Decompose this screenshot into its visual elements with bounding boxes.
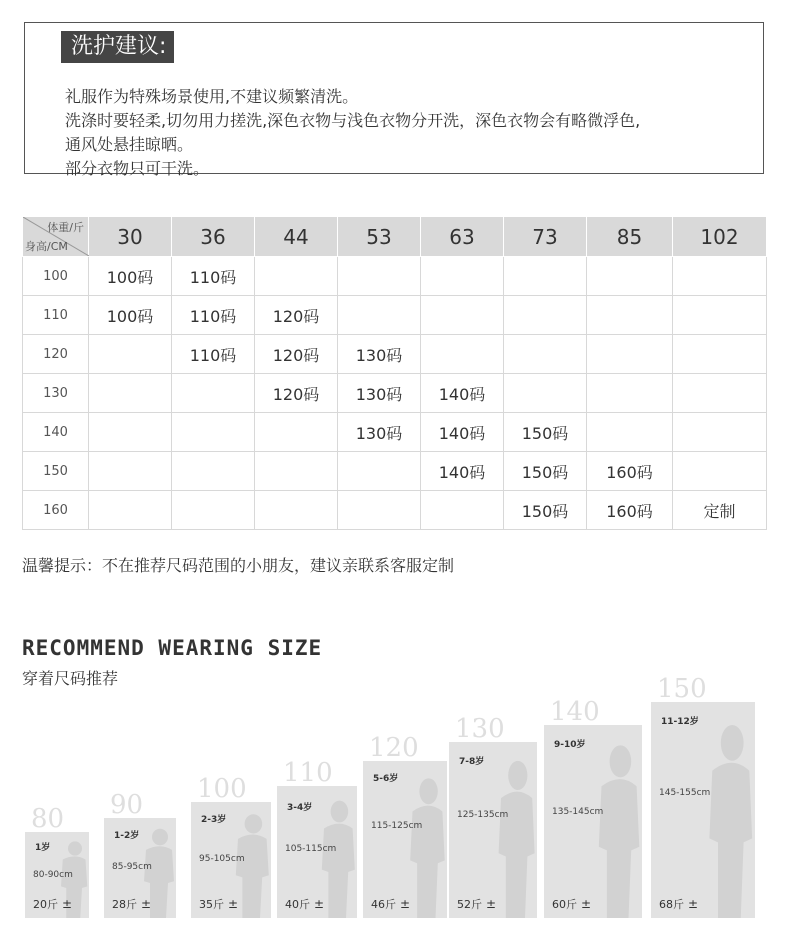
size-cell (587, 374, 673, 413)
height-range-label: 80-90cm (33, 870, 73, 880)
size-cell: 120码 (255, 296, 338, 335)
weight-header: 53 (338, 217, 421, 257)
height-cell: 120 (23, 335, 89, 374)
size-cell (673, 374, 767, 413)
size-number: 90 (110, 790, 144, 820)
plus-minus-sign: ± (688, 897, 699, 911)
size-cell (673, 296, 767, 335)
size-cell: 130码 (338, 335, 421, 374)
weight-value: 35斤 (199, 898, 224, 911)
size-chart (0, 640, 790, 940)
size-cell (673, 335, 767, 374)
height-cell: 160 (23, 491, 89, 530)
size-cell (255, 257, 338, 296)
height-range-label: 135-145cm (552, 807, 604, 817)
weight-header: 36 (172, 217, 255, 257)
care-line: 洗涤时要轻柔,切勿用力搓洗,深色衣物与浅色衣物分开洗，深色衣物会有略微浮色, (65, 111, 641, 130)
weight-label (552, 896, 591, 912)
plus-minus-sign: ± (400, 897, 411, 911)
size-cell: 120码 (255, 374, 338, 413)
size-cell: 110码 (172, 296, 255, 335)
size-card (363, 733, 447, 918)
corner-height-label: 身高/CM (25, 240, 68, 253)
size-cell (255, 491, 338, 530)
height-cell: 100 (23, 257, 89, 296)
size-cell (89, 413, 172, 452)
size-cell (338, 296, 421, 335)
child-silhouette-icon (489, 756, 537, 918)
table-row (23, 413, 767, 452)
size-cell (89, 335, 172, 374)
care-line: 通风处悬挂晾晒。 (65, 135, 194, 154)
size-number: 120 (369, 733, 419, 763)
recommend-title: RECOMMEND WEARING SIZE (22, 636, 323, 660)
weight-label (457, 896, 496, 912)
size-cell: 110码 (172, 257, 255, 296)
size-cell (338, 452, 421, 491)
height-cell: 150 (23, 452, 89, 491)
table-header-row (23, 217, 767, 257)
plus-minus-sign: ± (486, 897, 497, 911)
weight-label (33, 896, 72, 912)
size-cell (172, 413, 255, 452)
size-card (449, 714, 537, 918)
weight-value: 52斤 (457, 898, 482, 911)
size-cell (338, 257, 421, 296)
plus-minus-sign: ± (141, 897, 152, 911)
age-label: 2-3岁 (201, 815, 227, 825)
size-cell (89, 374, 172, 413)
care-title: 洗护建议: (61, 31, 174, 63)
table-row (23, 491, 767, 530)
size-card (191, 774, 271, 918)
height-range-label: 125-135cm (457, 810, 509, 820)
size-cell (338, 491, 421, 530)
size-cell: 160码 (587, 452, 673, 491)
size-cell (504, 335, 587, 374)
size-cell (587, 296, 673, 335)
size-number: 80 (31, 804, 65, 834)
plus-minus-sign: ± (228, 897, 239, 911)
size-cell: 定制 (673, 491, 767, 530)
size-cell (504, 257, 587, 296)
size-number: 140 (550, 697, 600, 727)
table-row (23, 257, 767, 296)
table-body (23, 257, 767, 530)
care-advice-box (24, 22, 764, 178)
size-cell: 130码 (338, 374, 421, 413)
size-cell: 140码 (421, 452, 504, 491)
size-cell: 160码 (587, 491, 673, 530)
size-cell (421, 296, 504, 335)
plus-minus-sign: ± (314, 897, 325, 911)
size-number: 150 (657, 674, 707, 704)
table-row (23, 452, 767, 491)
size-cell (587, 413, 673, 452)
table-row (23, 374, 767, 413)
plus-minus-sign: ± (62, 897, 73, 911)
weight-value: 40斤 (285, 898, 310, 911)
size-cell (89, 452, 172, 491)
size-cell (172, 374, 255, 413)
height-range-label: 95-105cm (199, 854, 245, 864)
age-label: 5-6岁 (373, 774, 399, 784)
recommend-subtitle: 穿着尺码推荐 (22, 669, 119, 688)
height-cell: 130 (23, 374, 89, 413)
size-cell (172, 491, 255, 530)
size-cell: 100码 (89, 257, 172, 296)
weight-value: 68斤 (659, 898, 684, 911)
weight-value: 46斤 (371, 898, 396, 911)
weight-header: 30 (89, 217, 172, 257)
size-cell: 150码 (504, 491, 587, 530)
weight-label (659, 896, 698, 912)
age-label: 3-4岁 (287, 803, 313, 813)
size-cell (673, 413, 767, 452)
care-text (65, 85, 640, 181)
weight-label (112, 896, 151, 912)
size-cell: 100码 (89, 296, 172, 335)
size-cell: 120码 (255, 335, 338, 374)
age-label: 1岁 (35, 843, 51, 853)
age-label: 9-10岁 (554, 740, 586, 750)
height-range-label: 145-155cm (659, 788, 711, 798)
care-line: 部分衣物只可干洗。 (65, 159, 210, 178)
size-cell (172, 452, 255, 491)
size-cell: 150码 (504, 452, 587, 491)
size-card (104, 790, 176, 918)
weight-label (371, 896, 410, 912)
age-label: 1-2岁 (114, 831, 140, 841)
size-cell (255, 452, 338, 491)
size-card (544, 697, 642, 918)
weight-value: 20斤 (33, 898, 58, 911)
size-cell (673, 452, 767, 491)
child-silhouette-icon (588, 740, 642, 918)
weight-header: 73 (504, 217, 587, 257)
weight-header: 85 (587, 217, 673, 257)
height-cell: 140 (23, 413, 89, 452)
height-range-label: 85-95cm (112, 862, 152, 872)
height-range-label: 105-115cm (285, 844, 337, 854)
size-number: 100 (197, 774, 247, 804)
size-cell (89, 491, 172, 530)
size-card (277, 758, 357, 918)
size-cell (421, 335, 504, 374)
care-line: 礼服作为特殊场景使用,不建议频繁清洗。 (65, 87, 359, 106)
size-cell (587, 335, 673, 374)
size-cell (421, 491, 504, 530)
weight-header: 63 (421, 217, 504, 257)
weight-label (285, 896, 324, 912)
height-range-label: 115-125cm (371, 821, 423, 831)
age-label: 7-8岁 (459, 757, 485, 767)
weight-label (199, 896, 238, 912)
size-cell: 140码 (421, 374, 504, 413)
size-cell (587, 257, 673, 296)
size-cell (421, 257, 504, 296)
height-cell: 110 (23, 296, 89, 335)
weight-header: 44 (255, 217, 338, 257)
plus-minus-sign: ± (581, 897, 592, 911)
weight-value: 60斤 (552, 898, 577, 911)
corner-weight-label: 体重/斤 (47, 221, 84, 234)
size-cell: 140码 (421, 413, 504, 452)
size-cell: 130码 (338, 413, 421, 452)
size-cell (504, 374, 587, 413)
size-table (22, 216, 767, 530)
size-number: 110 (283, 758, 333, 788)
size-cell (673, 257, 767, 296)
table-corner-cell (23, 217, 89, 257)
age-label: 11-12岁 (661, 717, 699, 727)
size-cell: 110码 (172, 335, 255, 374)
table-row (23, 296, 767, 335)
table-row (23, 335, 767, 374)
size-card (25, 804, 89, 918)
size-number: 130 (455, 714, 505, 744)
size-card (651, 674, 755, 918)
tip-text: 温馨提示：不在推荐尺码范围的小朋友，建议亲联系客服定制 (22, 556, 455, 575)
size-cell: 150码 (504, 413, 587, 452)
child-silhouette-icon (698, 719, 755, 918)
size-cell (255, 413, 338, 452)
size-cell (504, 296, 587, 335)
weight-header: 102 (673, 217, 767, 257)
weight-value: 28斤 (112, 898, 137, 911)
